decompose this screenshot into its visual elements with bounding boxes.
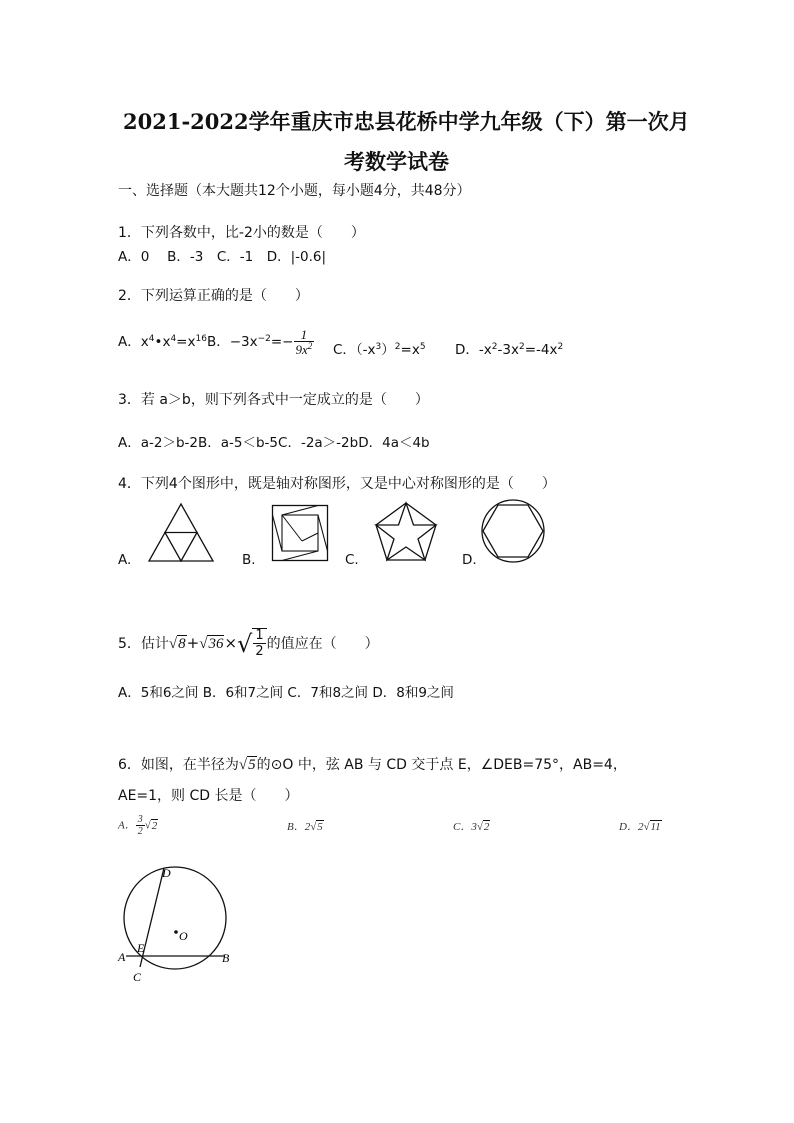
q2-option-a: $x^4•x^4=x^{16}$ [140,334,207,350]
q3-stem: 3．若 a＞b，则下列各式中一定成立的是（ ） [118,392,429,408]
q3-options: A．a-2＞b-2B．a-5＜b-5C．-2a＞-2bD．4a＜4b [118,435,430,451]
q2-option-c: C．$(-x^3)^2=x^5$ [333,342,426,358]
q2-stem: 2．下列运算正确的是（ ） [118,288,309,304]
q4-figure-a-triangle [148,503,214,563]
q4-label-d: D. [462,552,477,568]
q4-figure-c-star [374,502,438,562]
q4-label-c: C. [345,552,359,568]
q4-label-b: B. [242,552,256,568]
q6-option-b: B．2√5 [287,821,323,833]
q6-stem-line-1: 6．如图，在半径为√5的⊙O 中，弦 AB 与 CD 交于点 E，∠DEB=75°，AB=4， [118,757,627,773]
q5-stem: 5．估计√8+√36×√ $\frac{1}{2}$ 的值应在（ ） [118,628,379,660]
page-title-line-2: 考数学试卷 [344,149,449,174]
page-title-line-1: 2021-2022学年重庆市忠县花桥中学九年级（下）第一次月 [123,109,690,134]
q1-stem: 1．下列各数中，比-2小的数是（ ） [118,225,365,241]
q4-figure-b-square [272,505,328,561]
q2-option-d: D．$-x^2-3x^2=-4x^2$ [455,342,564,358]
q1-options: A．0 B．-3 C．-1 D．|-0.6| [118,249,327,265]
section-heading: 一、选择题（本大题共12个小题，每小题4分，共48分） [118,183,471,199]
label-o: O [179,929,188,943]
q2-options [118,328,314,356]
label-e: E [137,941,145,955]
q5-options: A．5和6之间 B．6和7之间 C．7和8之间 D．8和9之间 [118,685,454,701]
q6-circle-figure [110,860,240,990]
label-a: A [118,950,126,964]
q4-figure-d-hexagon [481,499,545,563]
label-b: B [222,951,230,965]
q6-option-a: A． $\frac{3}{2}$ √2 [118,814,158,837]
q6-option-d: D．2√11 [619,821,661,833]
label-c: C [133,970,142,984]
q4-stem: 4．下列4个图形中，既是轴对称图形，又是中心对称图形的是（ ） [118,476,556,492]
q4-label-a: A. [118,552,132,568]
q6-option-c: C．3√2 [453,821,490,833]
q2-option-b-label: B． [206,334,230,350]
q6-stem-line-2: AE=1，则 CD 长是（ ） [118,788,299,804]
q2-option-b: $-3x^{-2}=-$ $\frac{1}{9x^2}$ [229,327,313,357]
label-d: D [162,866,171,880]
q2-option-a-label: A． [118,334,141,350]
center-point [174,930,178,934]
